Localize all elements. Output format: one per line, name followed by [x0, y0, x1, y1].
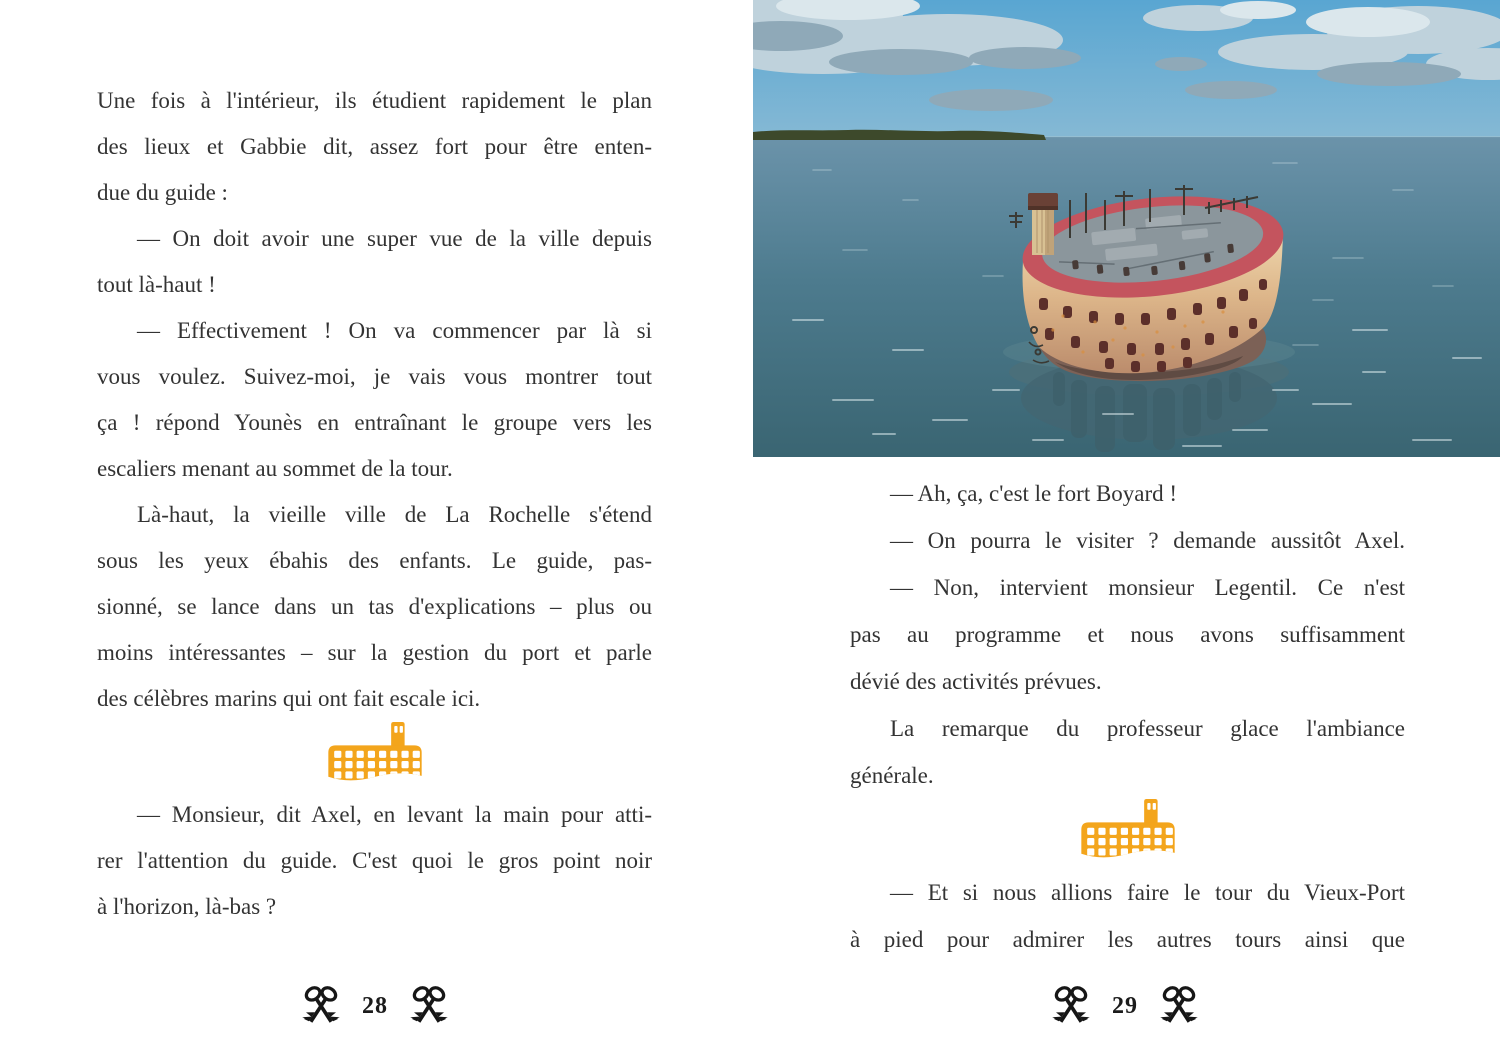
crossed-keys-icon: [1154, 983, 1204, 1029]
text-line: à l'horizon, là-bas ?: [97, 894, 277, 919]
text-line: — Monsieur, dit Axel, en levant la main pour atti-: [137, 802, 652, 827]
fort-icon: [1076, 799, 1180, 869]
text-line: — Ah, ça, c'est le fort Boyard !: [890, 481, 1178, 506]
text-line: — On pourra le visiter ? demande aussitôt Axel.: [890, 528, 1405, 553]
text-line: générale.: [850, 763, 934, 788]
crossed-keys-icon: [1046, 983, 1096, 1029]
text-line: moins intéressantes – sur la gestion du port et parle: [97, 640, 652, 665]
page-right: [750, 0, 1500, 1045]
text-line: Là-haut, la vieille ville de La Rochelle s'étend: [137, 502, 652, 527]
text-line: des célèbres marins qui ont fait escale ici.: [97, 686, 481, 711]
crossed-keys-icon: [404, 983, 454, 1029]
text-line: — On doit avoir une super vue de la ville depuis: [137, 226, 652, 251]
text-line: des lieux et Gabbie dit, assez fort pour être enten-: [97, 134, 652, 159]
text-line: vous voulez. Suivez-moi, je vais vous montrer tout: [97, 364, 652, 389]
right-page-footer: [750, 983, 1500, 1029]
text-line: rer l'attention du guide. C'est quoi le gros point noir: [97, 848, 652, 873]
text-line: — Non, intervient monsieur Legentil. Ce n'est: [890, 575, 1405, 600]
text-line: — Effectivement ! On va commencer par là si: [137, 318, 652, 343]
page-number: 29: [1112, 992, 1138, 1019]
page-number: 28: [362, 992, 388, 1019]
text-line: due du guide :: [97, 180, 228, 205]
text-line: dévié des activités prévues.: [850, 669, 1102, 694]
right-text-column: [850, 470, 1405, 963]
fort: [1003, 185, 1295, 382]
text-line: — Et si nous allions faire le tour du Vieux-Port: [890, 880, 1405, 905]
text-line: tout là-haut !: [97, 272, 216, 297]
crossed-keys-icon: [296, 983, 346, 1029]
section-break: [97, 722, 652, 792]
text-line: Une fois à l'intérieur, ils étudient rapidement le plan: [97, 88, 652, 113]
fort-boyard-illustration: [753, 0, 1500, 457]
fort-tower: [1028, 193, 1058, 255]
text-line: La remarque du professeur glace l'ambiance: [890, 716, 1405, 741]
text-line: pas au programme et nous avons suffisamment: [850, 622, 1405, 647]
left-text-column: [97, 78, 652, 930]
left-page-footer: [0, 983, 750, 1029]
text-line: escaliers menant au sommet de la tour.: [97, 456, 453, 481]
text-line: à pied pour admirer les autres tours ainsi que: [850, 927, 1405, 952]
text-line: sous les yeux ébahis des enfants. Le guide, pas-: [97, 548, 652, 573]
text-line: sionné, se lance dans un tas d'explications – plus ou: [97, 594, 652, 619]
section-break: [850, 799, 1405, 869]
fort-icon: [323, 722, 427, 792]
text-line: ça ! répond Younès en entraînant le groupe vers les: [97, 410, 652, 435]
